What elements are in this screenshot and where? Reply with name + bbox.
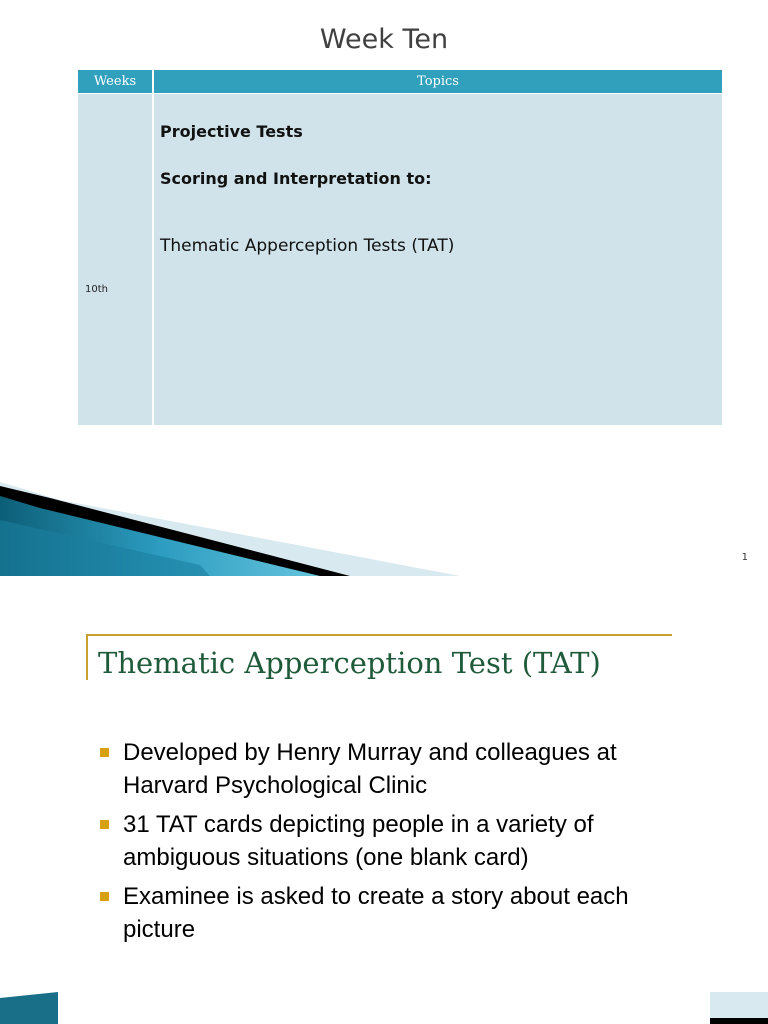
decorative-corner-left (0, 992, 60, 1024)
bullet-square-icon (100, 820, 109, 829)
bullet-text: Examinee is asked to create a story about each picture (123, 883, 629, 943)
header-topics: Topics (417, 74, 459, 89)
weeks-cell (78, 94, 152, 425)
topic-tat: Thematic Apperception Tests (TAT) (160, 236, 455, 256)
slide-title: Week Ten (319, 24, 449, 55)
bullet-text: 31 TAT cards depicting people in a variety of ambiguous situations (one blank card) (123, 811, 594, 871)
decorative-corner-right (708, 992, 768, 1024)
week-number: 10th (85, 284, 108, 295)
slide-2 (0, 576, 768, 1024)
table-header-row (78, 70, 722, 93)
topic-projective-tests: Projective Tests (160, 122, 303, 141)
bullet-square-icon (100, 748, 109, 757)
topic-scoring: Scoring and Interpretation to: (160, 169, 432, 188)
decorative-swoosh (0, 470, 768, 576)
bullet-text: Developed by Henry Murray and colleagues at Harvard Psychological Clinic (123, 739, 617, 799)
title-frame-left (86, 634, 88, 680)
bullet-item (100, 808, 700, 874)
header-weeks: Weeks (93, 74, 137, 89)
bullet-square-icon (100, 892, 109, 901)
title-frame-top (86, 634, 672, 636)
page-number: 1 (741, 552, 748, 563)
topics-cell (154, 94, 722, 425)
bullet-item (100, 736, 700, 802)
bullet-item (100, 880, 700, 946)
bullet-list (100, 736, 700, 952)
slide-title: Thematic Apperception Test (TAT) (98, 646, 601, 680)
schedule-table (78, 70, 722, 425)
